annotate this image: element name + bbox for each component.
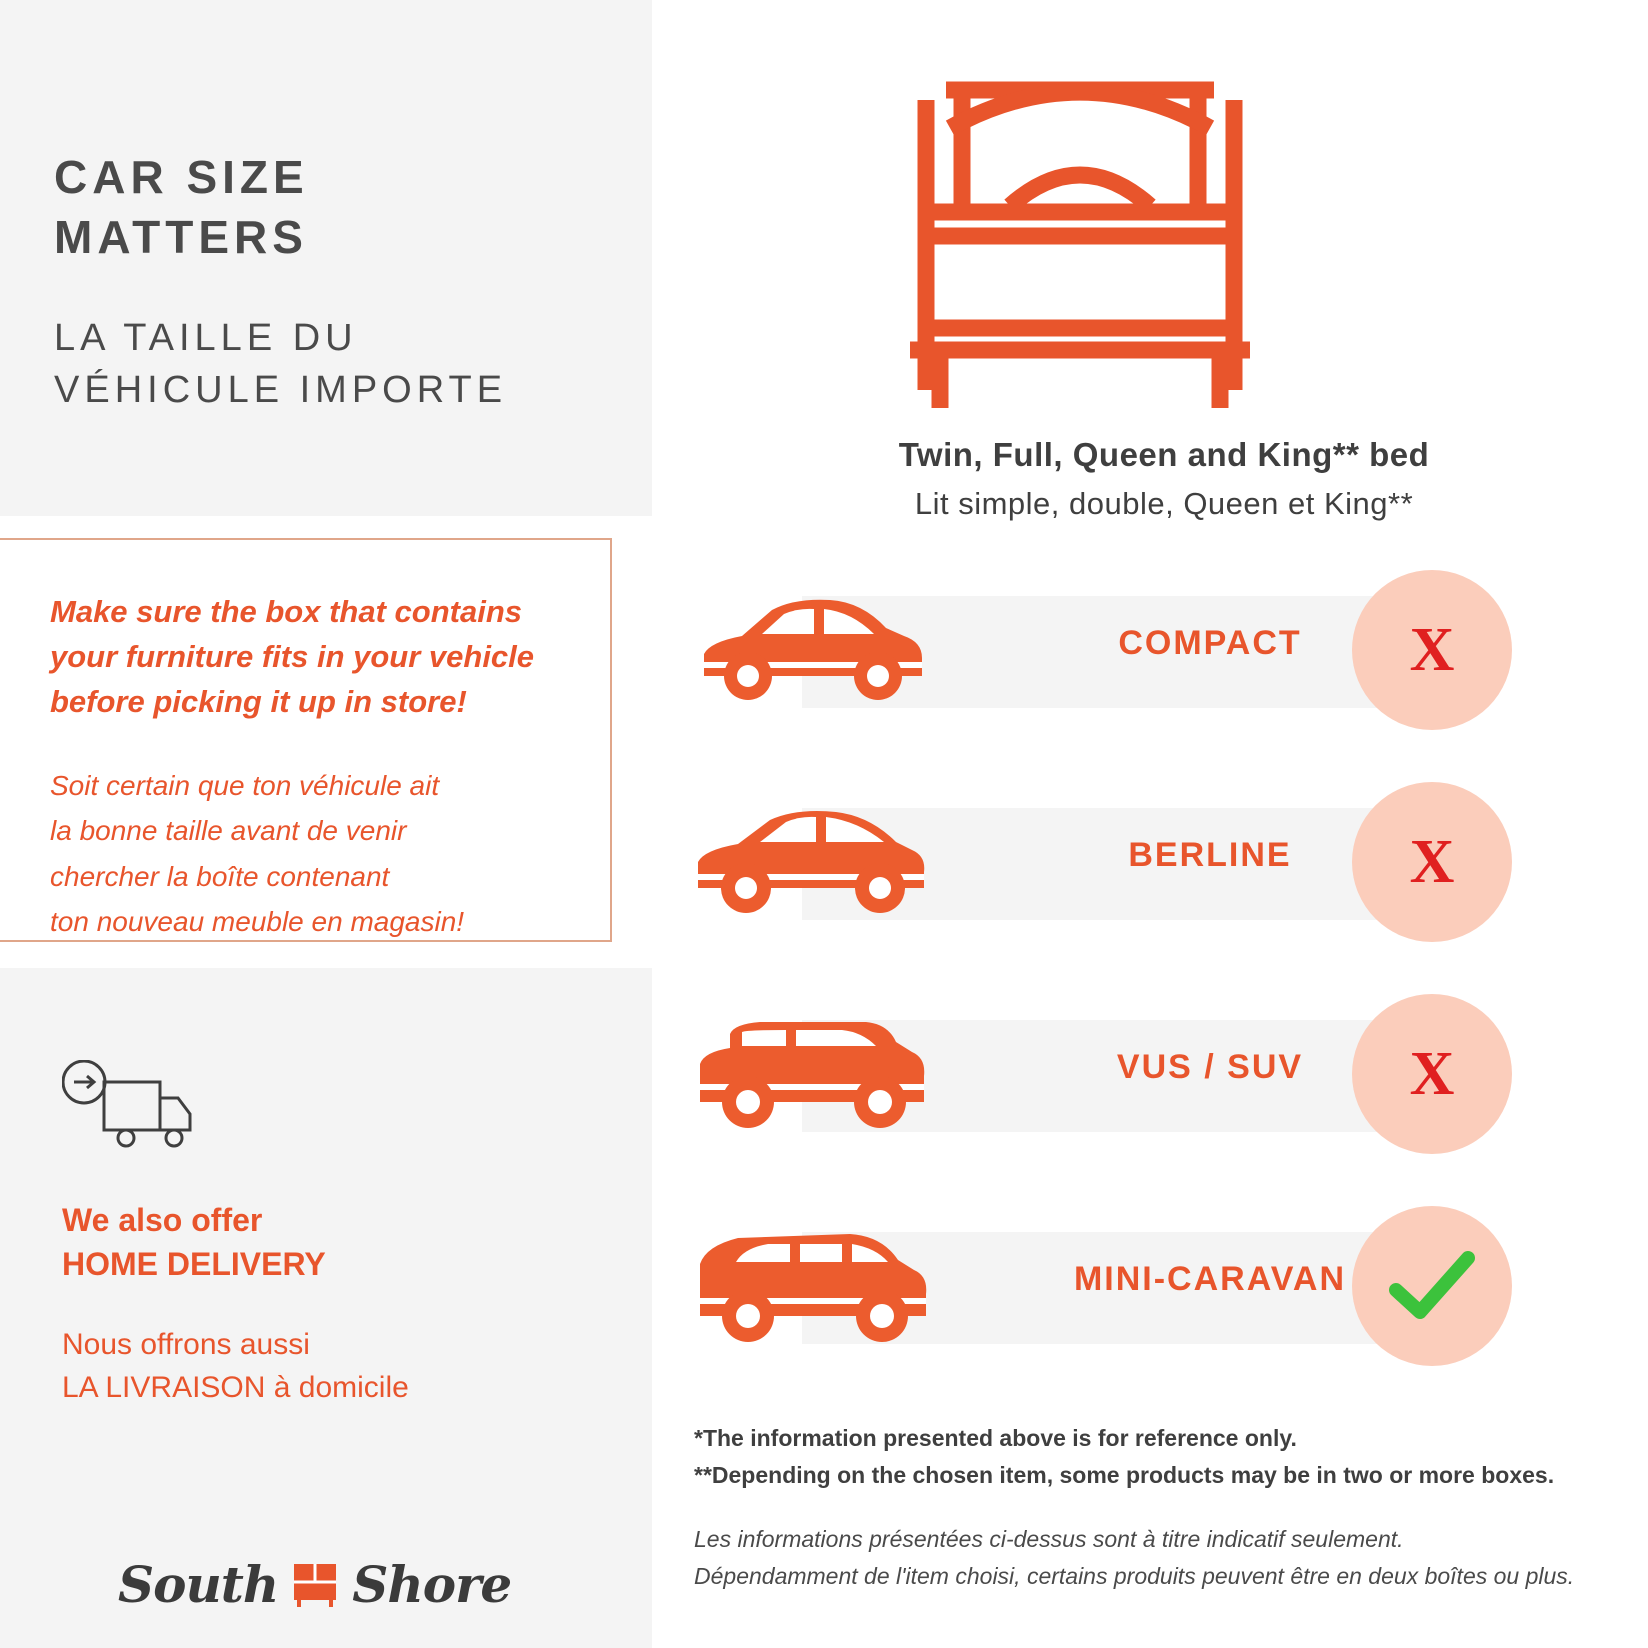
vehicle-label: MINI-CARAVAN — [1073, 1260, 1347, 1298]
bed-icon — [880, 60, 1280, 420]
compact-car-icon — [690, 584, 930, 716]
sedan-car-icon — [690, 796, 930, 928]
title-en-line1: CAR SIZE — [54, 151, 309, 203]
delivery-text-fr — [62, 1324, 598, 1409]
table-row — [680, 994, 1648, 1206]
delivery-fr-line1: Nous offrons aussi — [62, 1328, 310, 1362]
footnote-fr-line1: Les informations présentées ci-dessus sont à titre indicatif seulement. — [694, 1525, 1404, 1552]
delivery-fr-line2: LA LIVRAISON à domicile — [62, 1370, 409, 1404]
bed-caption-fr: Lit simple, double, Queen et King** — [914, 486, 1414, 521]
notice-fr-line4: ton nouveau meuble en magasin! — [50, 905, 465, 937]
logo-word-shore: Shore — [352, 1555, 512, 1614]
status-badge-minivan — [1352, 1206, 1512, 1366]
suv-car-icon — [690, 1008, 930, 1140]
minivan-icon — [690, 1220, 930, 1352]
vehicle-label: COMPACT — [1118, 624, 1302, 662]
table-row — [680, 1206, 1648, 1418]
x-icon: X — [1409, 1039, 1455, 1108]
south-shore-logo — [118, 1555, 511, 1614]
notice-text-fr — [50, 763, 556, 944]
footnotes — [694, 1420, 1644, 1595]
title-panel — [0, 0, 652, 516]
table-row — [680, 782, 1648, 994]
left-column — [0, 0, 652, 1648]
delivery-text-en — [62, 1198, 598, 1286]
notice-text-en: Make sure the box that contains your furniture fits in your vehicle before picking it up in store! — [50, 594, 535, 719]
notice-fr-line1: Soit certain que ton véhicule ait — [50, 769, 440, 801]
notice-panel — [0, 538, 612, 942]
title-fr-line2: VÉHICULE IMPORTE — [54, 369, 508, 412]
footnote-en-line1: *The information presented above is for reference only. — [694, 1425, 1297, 1451]
page-subtitle-fr — [54, 312, 598, 417]
vehicle-label: VUS / SUV — [1116, 1048, 1304, 1086]
status-badge-berline — [1352, 782, 1512, 942]
vehicle-label: BERLINE — [1128, 836, 1292, 874]
table-row — [680, 570, 1648, 782]
page-title — [54, 148, 598, 268]
footnote-en-line2: **Depending on the chosen item, some products may be in two or more boxes. — [694, 1462, 1555, 1489]
footnote-fr-line2: Dépendamment de l'item choisi, certains produits peuvent être en deux boîtes ou plus. — [694, 1562, 1575, 1589]
notice-fr-line3: chercher la boîte contenant — [50, 860, 390, 892]
delivery-truck-icon — [62, 1060, 192, 1152]
footnote-fr — [694, 1521, 1644, 1596]
bed-caption-en: Twin, Full, Queen and King** bed — [898, 436, 1430, 473]
title-en-line2: MATTERS — [54, 210, 308, 263]
bed-caption — [680, 436, 1648, 522]
x-icon: X — [1409, 827, 1455, 896]
delivery-en-line2: HOME DELIVERY — [62, 1246, 326, 1283]
vehicle-rows — [680, 570, 1648, 1418]
status-badge-suv — [1352, 994, 1512, 1154]
title-fr-line1: LA TAILLE DU — [54, 316, 358, 359]
status-badge-compact — [1352, 570, 1512, 730]
footnote-en — [694, 1420, 1644, 1495]
logo-word-south: South — [118, 1555, 279, 1614]
dresser-icon — [290, 1562, 340, 1608]
notice-fr-line2: la bonne taille avant de venir — [50, 815, 407, 847]
check-icon — [1388, 1250, 1476, 1322]
x-icon: X — [1409, 615, 1455, 684]
right-column — [680, 0, 1648, 1648]
delivery-en-line1: We also offer — [62, 1202, 263, 1238]
delivery-panel — [0, 968, 652, 1648]
